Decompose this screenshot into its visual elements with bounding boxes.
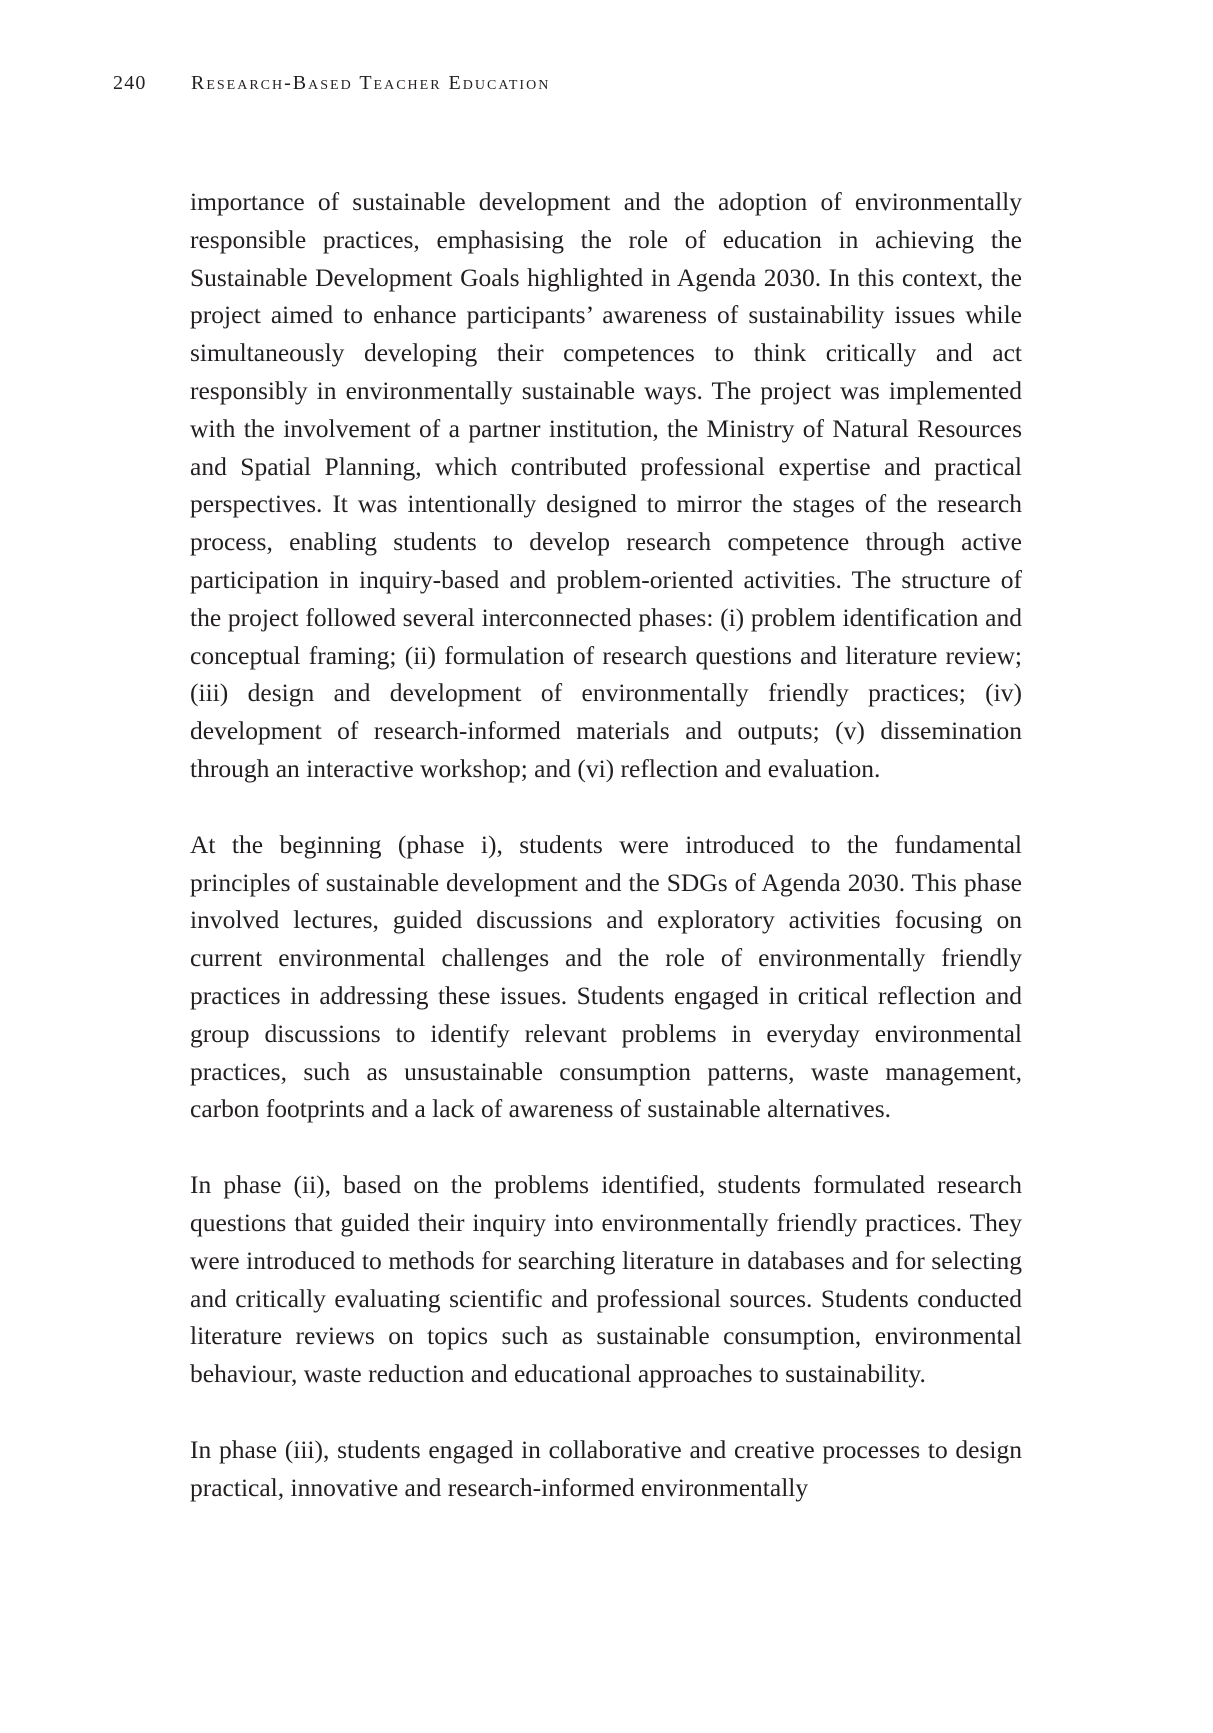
paragraph-1: importance of sustainable development and the adoption of environmentally responsible practices, emphasising the role of education in achieving the Sustainable Development Goals highlighted in Agenda 2030. In this context, the project aimed to enhance participants’ awareness of sustainability issues while simultaneously developing their competences to think critically and act responsibly in environmentally sustainable ways. The project was implemented with the involvement of a partner institution, the Ministry of Natural Resources and Spatial Planning, which contributed professional expertise and practical perspectives. It was intentionally designed to mirror the stages of the research process, enabling students to develop research competence through active participation in inquiry-based and problem-oriented activities. The structure of the project followed several interconnected phases: (i) problem identification and conceptual framing; (ii) formulation of research questions and literature review; (iii) design and development of environmentally friendly practices; (iv) development of research-informed materials and outputs; (v) dissemination through an interactive workshop; and (vi) reflection and evaluation. — [190, 187, 1022, 783]
page-number: 240 — [113, 72, 147, 94]
paragraph-2: At the beginning (phase i), students were introduced to the fundamental principles of sustainable development and the SDGs of Agenda 2030. This phase involved lectures, guided discussions and exploratory activities focusing on current environmental challenges and the role of environmentally friendly practices in addressing these issues. Students engaged in critical reflection and group discussions to identify relevant problems in everyday environmental practices, such as unsustainable consumption patterns, waste management, carbon footprints and a lack of awareness of sustainable alternatives. — [190, 829, 1022, 1124]
running-head — [113, 72, 550, 95]
body-text — [190, 183, 1022, 1545]
paragraph-3: In phase (ii), based on the problems identified, students formulated research questions that guided their inquiry into environmentally friendly practices. They were introduced to methods for searching literature in databases and for selecting and critically evaluating scientific and professional sources. Students conducted literature reviews on topics such as sustainable consumption, environmental behaviour, waste reduction and educational approaches to sustainability. — [190, 1170, 1022, 1389]
running-title: Research-Based Teacher Education — [191, 72, 551, 94]
paragraph-4: In phase (iii), students engaged in collaborative and creative processes to design practical, innovative and research-informed environmentally — [190, 1434, 1022, 1502]
